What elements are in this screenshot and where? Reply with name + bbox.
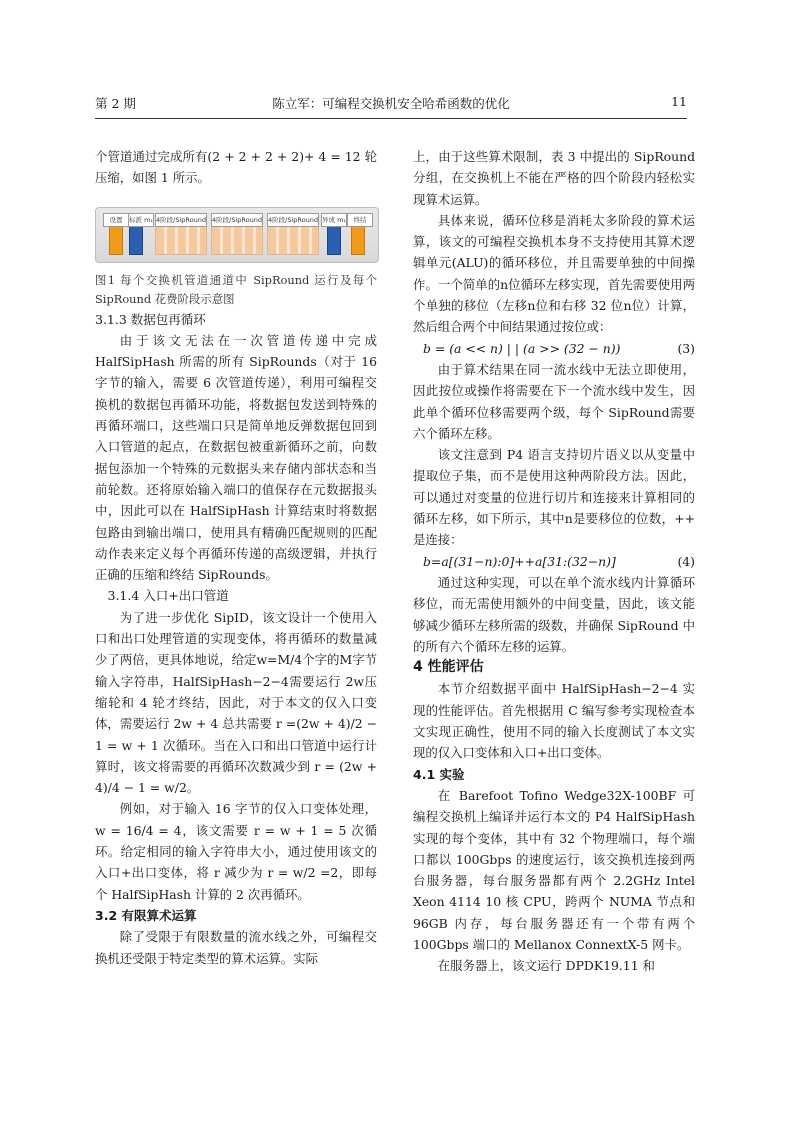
section-heading-3-1-4: 3.1.4 入口+出口管道 xyxy=(107,588,229,604)
equation-3 xyxy=(413,338,695,359)
section-heading-4: 4 性能评估 xyxy=(413,659,484,676)
paragraph: 在 Barefoot Tofino Wedge32X-100BF 可编程交换机上编译并运行本文的 P4 HalfSipHash 实现的每个变体，其中有 32 个物理端口，每个端口都以 100Gbps 的速度运行，该交换机连接到两台服务器，每台服务器都有两个 2.2GHz Intel Xeon 4114 10 核 CPU，跨两个 NUMA 节点和 96GB 内存，每台服务器还有一个带有两个 100Gbps 端口的 Mellanox ConnextX-5 网卡。 xyxy=(413,787,695,952)
paragraph: 通过这种实现，可以在单个流水线内计算循环移位，而无需使用额外的中间变量，因此，该文能够减少循环左移所需的级数，并确保 SipRound 中的所有六个循环左移的运算。 xyxy=(413,574,695,654)
equation-number: (3) xyxy=(677,340,695,356)
equation-number: (4) xyxy=(677,553,695,569)
section-heading-3-2: 3.2 有限算术运算 xyxy=(95,907,197,923)
right-column xyxy=(413,146,695,977)
paragraph: 个管道通过完成所有(2 + 2 + 2 + 2)+ 4 = 12 轮压缩，如图 1 所示。 xyxy=(95,149,377,186)
stage-label: 标派 m₁ xyxy=(128,213,154,227)
figure-1-pipeline xyxy=(95,203,377,265)
paragraph: 除了受限于有限数量的流水线之外，可编程交换机还受限于特定类型的算术运算。实际 xyxy=(95,929,377,966)
paragraph: 例如，对于输入 16 字节的仅入口变体处理，w = 16/4 = 4，该文需要 r = w + 1 = 5 次循环。给定相同的输入字符串大小，通过使用该文的入口+出口变体，将 r 减少为 r = w/2 =2，即每个 HalfSipHash 计算的 2 次再循环。 xyxy=(95,801,377,902)
stage-label: 4阶段/SipRound xyxy=(267,213,319,227)
paragraph: 具体来说，循环位移是消耗太多阶段的算术运算，该文的可编程交换机本身不支持使用其算术逻辑单元(ALU)的循环移位，并且需要单独的中间操作。一个简单的n位循环左移实现，首先需要使用两个单独的移位（左移n位和右移 32 位n位）计算，然后组合两个中间结果通过按位或： xyxy=(413,212,695,335)
equation-body: b=a[(31−n):0]++a[31:(32−n)] xyxy=(423,553,616,569)
section-heading-4-1: 4.1 实验 xyxy=(413,766,465,782)
paragraph: 在服务器上，该文运行 DPDK19.11 和 xyxy=(437,958,655,974)
section-heading-3-1-3: 3.1.3 数据包再循环 xyxy=(95,311,206,327)
stage-label: 设置 xyxy=(103,213,129,227)
stage-label: 终结 xyxy=(347,213,373,227)
issue-number: 第 2 期 xyxy=(95,96,136,111)
stage-label: 异或 m₁ xyxy=(321,213,347,227)
paragraph: 由于该文无法在一次管道传递中完成 HalfSipHash 所需的所有 SipRounds（对于 16 字节的输入，需要 6 次管道传递），利用可编程交换机的数据包再循环功能，将数据包发送到特殊的再循环端口，这些端口只是简单地反弹数据包回到入口管道的起点，在数据包被重新循环之前，向数据包添加一个特殊的元数据头来存储内部状态和当前轮数。还将原始输入端口的值保存在元数据报头中，因此可以在 HalfSipHash 计算结束时将数据包路由到输出端口，使用具有精确匹配规则的匹配动作表来定义每个再循环传递的高级逻辑，并执行正确的压缩和终结 SipRounds。 xyxy=(95,332,377,583)
page-number: 11 xyxy=(671,94,687,109)
equation-4 xyxy=(413,551,695,572)
running-title: 陈立军：可编程交换机安全哈希函数的优化 xyxy=(272,96,510,111)
left-column xyxy=(95,146,377,969)
stage-label: 4阶段/SipRound xyxy=(155,213,207,227)
paragraph: 为了进一步优化 SipID，该文设计一个使用入口和出口处理管道的实现变体，将再循环的数量减少了两倍，更具体地说，给定w=M/4个字的M字节输入字符串，HalfSipHash−2−4需要运行 2w压缩轮和 4 轮才终结，因此，对于本文的仅入口变体，需要运行 2w + 4 总共需要 r =(2w + 4)/2 − 1 = w + 1 次循环。当在入口和出口管道中运行计算时，该文将需要的再循环次数减少到 r = (2w + 4)/4 − 1 = w/2。 xyxy=(95,609,377,796)
paragraph: 由于算术结果在同一流水线中无法立即使用，因此按位或操作将需要在下一个流水线中发生，因此单个循环位移需要两个级，每个 SipRound需要六个循环左移。 xyxy=(413,361,695,441)
stage-label: 4阶段/SipRound xyxy=(211,213,263,227)
running-header xyxy=(95,92,687,119)
paragraph: 上，由于这些算术限制，表 3 中提出的 SipRound 分组，在交换机上不能在严格的四个阶段内轻松实现算术运算。 xyxy=(413,149,695,207)
equation-body: b = (a << n) | | (a >> (32 − n)) xyxy=(423,340,621,356)
figure-caption: 图1 每个交换机管道通道中 SipRound 运行及每个 SipRound 花费阶段示意图 xyxy=(95,272,377,306)
paragraph: 该文注意到 P4 语言支持切片语义以从变量中提取位子集，而不是使用这种两阶段方法。因此，可以通过对变量的位进行切片和连接来计算相同的循环左移，如下所示，其中n是要移位的位数，++ 是连接： xyxy=(413,447,695,548)
paragraph: 本节介绍数据平面中 HalfSipHash−2−4 实现的性能评估。首先根据用 C 编写参考实现检查本文实现正确性，使用不同的输入长度测试了本文实现的仅入口变体和入口+出口变体。 xyxy=(413,681,695,761)
